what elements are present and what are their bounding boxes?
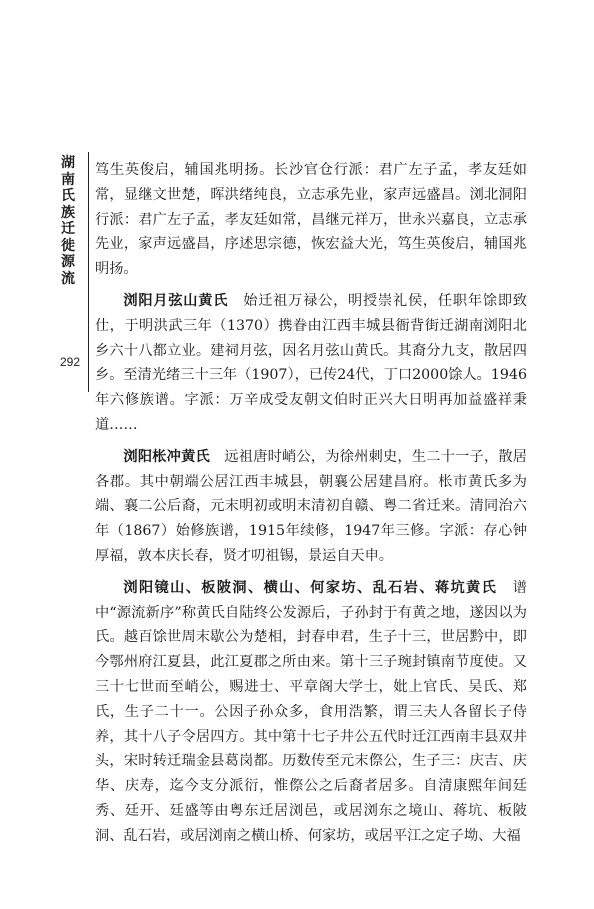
paragraph-text: 始迁祖万禄公，明授崇礼侯，任职年馀即致仕，于明洪武三年（1370）携眷由江西丰城县衙背街迁湖南浏阳北乡六十八都立业。建祠月弦，因名月弦山黄氏。其裔分九支，散居四乡。至清光绪三十三年（1907），已传24代，丁口2000馀人。1946年六修族谱。字派：万辛成受友朝文伯时正兴大日明再加益盛祥秉道…… — [95, 292, 527, 433]
paragraph — [95, 158, 527, 282]
paragraph — [95, 445, 527, 569]
paragraph-heading: 浏阳镜山、板陂洞、横山、何家坊、乱石岩、蒋坑黄氏 — [123, 579, 498, 596]
paragraph-text: 远祖唐时峭公，为徐州刺史，生二十一子，散居各郡。其中朝端公居江西丰城县，朝襄公居建昌府。枨市黄氏多为端、襄二公后裔，元末明初或明末清初自赣、粤二省迁来。清同治六年（1867）始修族谱，1915年续修，1947年三修。字派：存心钟厚福，敦本庆长春，贤才叨祖锡，景运自天申。 — [95, 448, 527, 564]
margin-rule — [88, 152, 89, 392]
paragraph — [95, 576, 527, 849]
paragraph — [95, 289, 527, 438]
paragraph-heading: 浏阳枨冲黄氏 — [123, 448, 210, 465]
paragraph-text: 笃生英俊启，辅国兆明扬。长沙官仓行派：君广左子孟，孝友廷如常，显继文世楚，晖洪绪纯良，立志承先业，家声远盛昌。浏北洞阳行派：君广左子孟，孝友廷如常，昌继元祥万，世永兴嘉良，立志承先业，家声远盛昌，序述思宗德，恢宏益大光，笃生英俊启，辅国兆明扬。 — [95, 162, 527, 278]
paragraph-heading: 浏阳月弦山黄氏 — [123, 292, 229, 309]
paragraph-text: 谱中“源流新序”称黄氏自陆终公发源后，子孙封于有黄之地，遂因以为氏。越百馀世周末歇公为楚相，封春申君，生子十三，世居黔中，即今鄂州府江夏县，此江夏郡之所由来。第十三子琬封镇南节度使。又三十七世而至峭公，赐进士、平章阁大学士，妣上官氏、吴氏、郑氏，生子二十一。公因子孙众多，食用浩繁，谓三夫人各留长子侍养，其十八子令居四方。其中第十七子井公五代时迁江西南丰县双井头，宋时转迁瑞金县葛岗都。历数传至元末傺公，生子三：庆吉、庆华、庆寿，迄今支分派衍，惟傺公之后裔者居多。自清康熙年间廷秀、廷开、廷盛等由粤东迁居浏邑，或居浏东之境山、蒋坑、板陂洞、乱石岩，或居浏南之横山桥、何家坊，或居平江之定子坳、大福 — [95, 579, 527, 844]
body-text — [95, 158, 527, 849]
page-number: 292 — [60, 355, 81, 369]
running-title: 湖南氏族迁徙源流 — [61, 155, 75, 287]
